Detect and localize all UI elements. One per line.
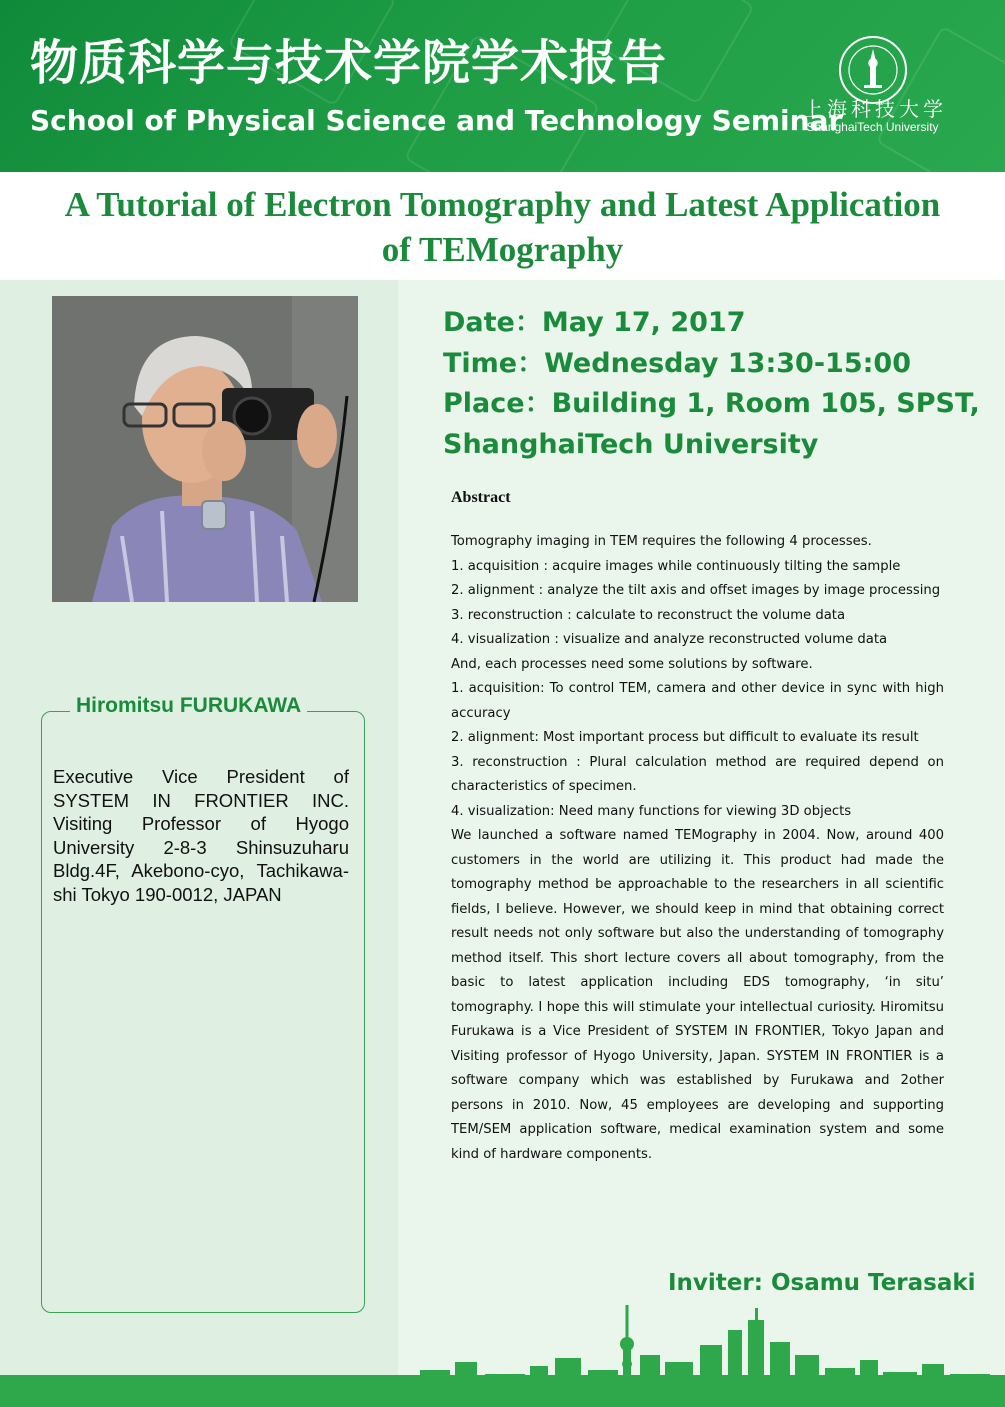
abstract-list-item: 3. reconstruction : calculate to reconstruct the volume data [451,607,846,623]
abstract-list-item: 1. acquisition : acquire images while continuously tilting the sample [451,558,901,574]
abstract-list-item: 3. reconstruction : Plural calculation method are required depend on characteristics of specimen. [451,754,944,794]
speaker-photo [52,296,358,602]
event-date: Date：May 17, 2017 [443,307,746,338]
abstract-paragraph: And, each processes need some solutions by software. [451,656,813,672]
abstract-list-item: 4. visualization : visualize and analyze reconstructed volume data [451,632,888,647]
abstract-paragraph: We launched a software named TEMography in 2004. Now, around 400 customers in the world are utilizing it. This product had made the tomography method be approachable to the researchers in all scientific fields, I believe. However, we should keep in mind that obtaining correct result needs not only software but also the understanding of tomography method itself. This short lecture covers all about tomography, from the basic to latest application including EDS tomography, ‘in situ’ tomography. I hope this will stimulate your intellectual curiosity. Hiromitsu Furukawa is a Vice President of SYSTEM IN FRONTIER, Tokyo Japan and Visiting professor of Hyogo University, Japan. SYSTEM IN FRONTIER is a software company which was established by Furukawa and 2other persons in 2010. Now, 45 employees are developing and supporting TEM/SEM application software, medical examination system and some kind of hardware components. [451,828,944,1162]
event-place-line1: Place：Building 1, Room 105, SPST, [443,388,980,419]
abstract-body [451,530,944,1167]
header-banner [0,0,1005,172]
abstract-paragraph: Tomography imaging in TEM requires the following 4 processes. [451,534,872,549]
abstract-list-item: 2. alignment : analyze the tilt axis and offset images by image processing [451,583,941,598]
abstract-list-item: 2. alignment: Most important process but difficult to evaluate its result [451,730,919,745]
seminar-title-en: School of Physical Science and Technology Seminar [30,104,843,137]
speaker-name: Hiromitsu FURUKAWA [70,694,307,718]
seminar-title-cn: 物质科学与技术学院学术报告 [30,35,668,91]
footer-bar [0,1375,1005,1407]
speaker-bio: Executive Vice President of SYSTEM IN FRONTIER INC. Visiting Professor of Hyogo University 2-8-3 Shinsuzuharu Bldg.4F, Akebono-cyo, Tachikawa-shi Tokyo 190-0012, JAPAN [53,766,349,905]
university-name-cn: 上海科技大学 [803,97,947,121]
talk-title [10,182,995,272]
event-details [443,303,983,465]
event-time: Time：Wednesday 13:30-15:00 [443,347,911,379]
event-place-line2: ShanghaiTech University [443,428,819,460]
talk-title-line2: of TEMography [381,230,624,269]
abstract-list-item: 4. visualization: Need many functions for viewing 3D objects [451,803,852,819]
abstract-heading: Abstract [451,489,511,506]
university-name-en: ShanghaiTech University [806,120,939,134]
inviter: Inviter: Osamu Terasaki [668,1270,976,1296]
abstract-list-item: 1. acquisition: To control TEM, camera and other device in sync with high accuracy [451,681,944,721]
talk-title-line1: A Tutorial of Electron Tomography and Latest Application [64,185,941,224]
